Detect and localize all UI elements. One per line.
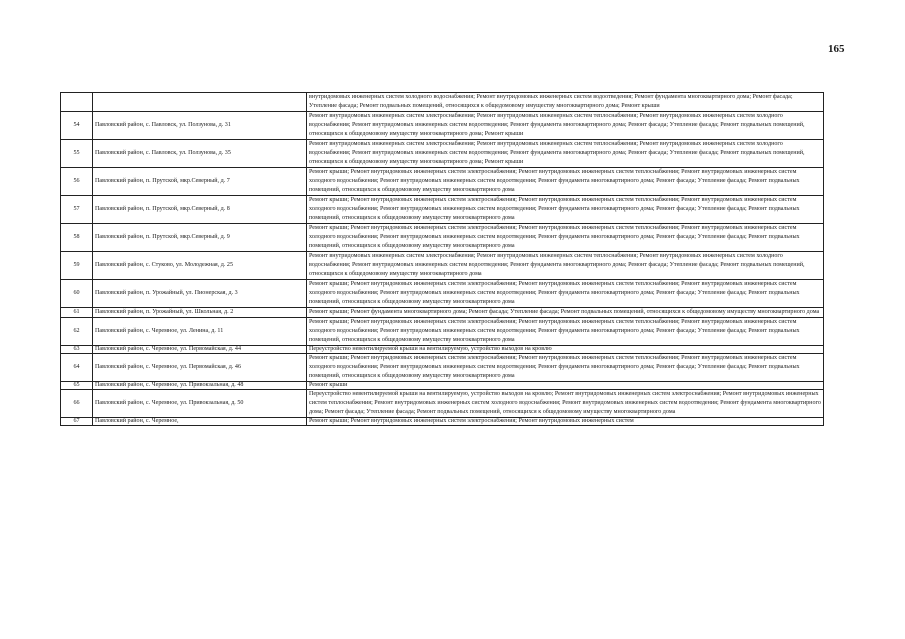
table-row xyxy=(61,224,824,252)
works-table xyxy=(60,92,824,426)
table-row xyxy=(61,308,824,318)
row-works: Ремонт крыши; Ремонт внутридомовых инженерных систем электроснабжения; Ремонт внутридомовых инженерных систем теплоснабжения; Ремонт внутридомовых инженерных систем холодного водоснабжения; Ремонт внутридомовых инженерных систем водоотведения; Ремонт фундамента многоквартирного дома; Ремонт фасада; Утепление фасада; Ремонт подвальных помещений, относящихся к общедомовому имуществу многоквартирного дома xyxy=(307,168,824,196)
row-address: Павловский район, с. Черемное, ул. Ленина, д. 11 xyxy=(93,318,307,346)
row-works: Ремонт внутридомовых инженерных систем электроснабжения; Ремонт внутридомовых инженерных систем теплоснабжения; Ремонт внутридомовых инженерных систем холодного водоснабжения; Ремонт внутридомовых инженерных систем водоотведения; Ремонт фундамента многоквартирного дома; Ремонт фасада; Утепление фасада; Ремонт подвальных помещений, относящихся к общедомовому имуществу многоквартирного дома xyxy=(307,252,824,280)
row-works: Ремонт внутридомовых инженерных систем электроснабжения; Ремонт внутридомовых инженерных систем теплоснабжения; Ремонт внутридомовых инженерных систем холодного водоснабжения; Ремонт внутридомовых инженерных систем водоотведения; Ремонт фундамента многоквартирного дома; Ремонт фасада; Утепление фасада; Ремонт подвальных помещений, относящихся к общедомовому имуществу многоквартирного дома; Ремонт крыши xyxy=(307,112,824,140)
row-address: Павловский район, п. Урожайный, ул. Школьная, д. 2 xyxy=(93,308,307,318)
row-number: 64 xyxy=(61,354,93,382)
row-number: 56 xyxy=(61,168,93,196)
row-address: Павловский район, с. Черемное, ул. Первомайская, д. 44 xyxy=(93,346,307,354)
row-address: Павловский район, с. Черемное, ул. Привокзальная, д. 50 xyxy=(93,390,307,418)
row-address: Павловский район, п. Прутской, мкр.Северный, д. 7 xyxy=(93,168,307,196)
row-works: Ремонт крыши; Ремонт внутридомовых инженерных систем электроснабжения; Ремонт внутридомовых инженерных систем теплоснабжения; Ремонт внутридомовых инженерных систем холодного водоснабжения; Ремонт внутридомовых инженерных систем водоотведения; Ремонт фундамента многоквартирного дома; Ремонт фасада; Утепление фасада; Ремонт подвальных помещений, относящихся к общедомовому имуществу многоквартирного дома xyxy=(307,196,824,224)
page-number: 165 xyxy=(828,43,845,55)
row-number: 59 xyxy=(61,252,93,280)
table-row xyxy=(61,318,824,346)
row-number: 65 xyxy=(61,382,93,390)
table-row xyxy=(61,196,824,224)
row-address xyxy=(93,93,307,112)
row-works: Переустройство невентилируемой крыши на вентилируемую, устройство выходов на кровлю; Ремонт внутридомовых инженерных систем электроснабжения; Ремонт внутридомовых инженерных систем теплоснабжения; Ремонт внутридомовых инженерных систем холодного водоснабжения; Ремонт внутридомовых инженерных систем водоотведения; Ремонт фундамента многоквартирного дома; Ремонт фасада; Утепление фасада; Ремонт подвальных помещений, относящихся к общедомовому имуществу многоквартирного дома xyxy=(307,390,824,418)
table-row xyxy=(61,418,824,426)
table-row xyxy=(61,390,824,418)
row-number: 58 xyxy=(61,224,93,252)
row-works: Ремонт внутридомовых инженерных систем электроснабжения; Ремонт внутридомовых инженерных систем теплоснабжения; Ремонт внутридомовых инженерных систем холодного водоснабжения; Ремонт внутридомовых инженерных систем водоотведения; Ремонт фундамента многоквартирного дома; Ремонт фасада; Утепление фасада; Ремонт подвальных помещений, относящихся к общедомовому имуществу многоквартирного дома; Ремонт крыши xyxy=(307,140,824,168)
row-address: Павловский район, п. Прутской, мкр.Северный, д. 8 xyxy=(93,196,307,224)
row-address: Павловский район, с. Черемное, xyxy=(93,418,307,426)
row-address: Павловский район, п. Прутской, мкр.Северный, д. 9 xyxy=(93,224,307,252)
row-works: Ремонт крыши; Ремонт фундамента многоквартирного дома; Ремонт фасада; Утепление фасада; Ремонт подвальных помещений, относящихся к общедомовому имуществу многоквартирного дома xyxy=(307,308,824,318)
row-works: Ремонт крыши; Ремонт внутридомовых инженерных систем электроснабжения; Ремонт внутридомовых инженерных систем теплоснабжения; Ремонт внутридомовых инженерных систем холодного водоснабжения; Ремонт внутридомовых инженерных систем водоотведения; Ремонт фундамента многоквартирного дома; Ремонт фасада; Утепление фасада; Ремонт подвальных помещений, относящихся к общедомовому имуществу многоквартирного дома xyxy=(307,280,824,308)
row-number: 60 xyxy=(61,280,93,308)
row-address: Павловский район, п. Урожайный, ул. Пионерская, д. 3 xyxy=(93,280,307,308)
row-number: 57 xyxy=(61,196,93,224)
row-number: 55 xyxy=(61,140,93,168)
row-number: 63 xyxy=(61,346,93,354)
table-row xyxy=(61,280,824,308)
table-row xyxy=(61,140,824,168)
row-number: 61 xyxy=(61,308,93,318)
row-address: Павловский район, с. Стуково, ул. Молодежная, д. 25 xyxy=(93,252,307,280)
row-works: внутридомовых инженерных систем холодного водоснабжения; Ремонт внутридомовых инженерных систем водоотведения; Ремонт фундамента многоквартирного дома; Ремонт фасада; Утепление фасада; Ремонт подвальных помещений, относящихся к общедомовому имуществу многоквартирного дома; Ремонт крыши xyxy=(307,93,824,112)
row-number: 54 xyxy=(61,112,93,140)
row-works: Ремонт крыши xyxy=(307,382,824,390)
table-row xyxy=(61,93,824,112)
row-address: Павловский район, с. Черемное, ул. Привокзальная, д. 48 xyxy=(93,382,307,390)
row-number: 67 xyxy=(61,418,93,426)
row-number xyxy=(61,93,93,112)
table-row xyxy=(61,112,824,140)
row-works: Ремонт крыши; Ремонт внутридомовых инженерных систем электроснабжения; Ремонт внутридомовых инженерных систем теплоснабжения; Ремонт внутридомовых инженерных систем холодного водоснабжения; Ремонт внутридомовых инженерных систем водоотведения; Ремонт фундамента многоквартирного дома; Ремонт фасада; Утепление фасада; Ремонт подвальных помещений, относящихся к общедомовому имуществу многоквартирного дома xyxy=(307,318,824,346)
row-works: Ремонт крыши; Ремонт внутридомовых инженерных систем электроснабжения; Ремонт внутридомовых инженерных систем xyxy=(307,418,824,426)
row-address: Павловский район, с. Павловск, ул. Ползунова, д. 31 xyxy=(93,112,307,140)
table-row xyxy=(61,382,824,390)
table-row xyxy=(61,168,824,196)
table-row xyxy=(61,252,824,280)
table-row xyxy=(61,354,824,382)
row-address: Павловский район, с. Павловск, ул. Ползунова, д. 35 xyxy=(93,140,307,168)
row-address: Павловский район, с. Черемное, ул. Первомайская, д. 46 xyxy=(93,354,307,382)
row-works: Ремонт крыши; Ремонт внутридомовых инженерных систем электроснабжения; Ремонт внутридомовых инженерных систем теплоснабжения; Ремонт внутридомовых инженерных систем холодного водоснабжения; Ремонт внутридомовых инженерных систем водоотведения; Ремонт фундамента многоквартирного дома; Ремонт фасада; Утепление фасада; Ремонт подвальных помещений, относящихся к общедомовому имуществу многоквартирного дома xyxy=(307,354,824,382)
row-number: 62 xyxy=(61,318,93,346)
row-works: Переустройство невентилируемой крыши на вентилируемую, устройство выходов на кровлю xyxy=(307,346,824,354)
row-number: 66 xyxy=(61,390,93,418)
table-row xyxy=(61,346,824,354)
row-works: Ремонт крыши; Ремонт внутридомовых инженерных систем электроснабжения; Ремонт внутридомовых инженерных систем теплоснабжения; Ремонт внутридомовых инженерных систем холодного водоснабжения; Ремонт внутридомовых инженерных систем водоотведения; Ремонт фундамента многоквартирного дома; Ремонт фасада; Утепление фасада; Ремонт подвальных помещений, относящихся к общедомовому имуществу многоквартирного дома xyxy=(307,224,824,252)
